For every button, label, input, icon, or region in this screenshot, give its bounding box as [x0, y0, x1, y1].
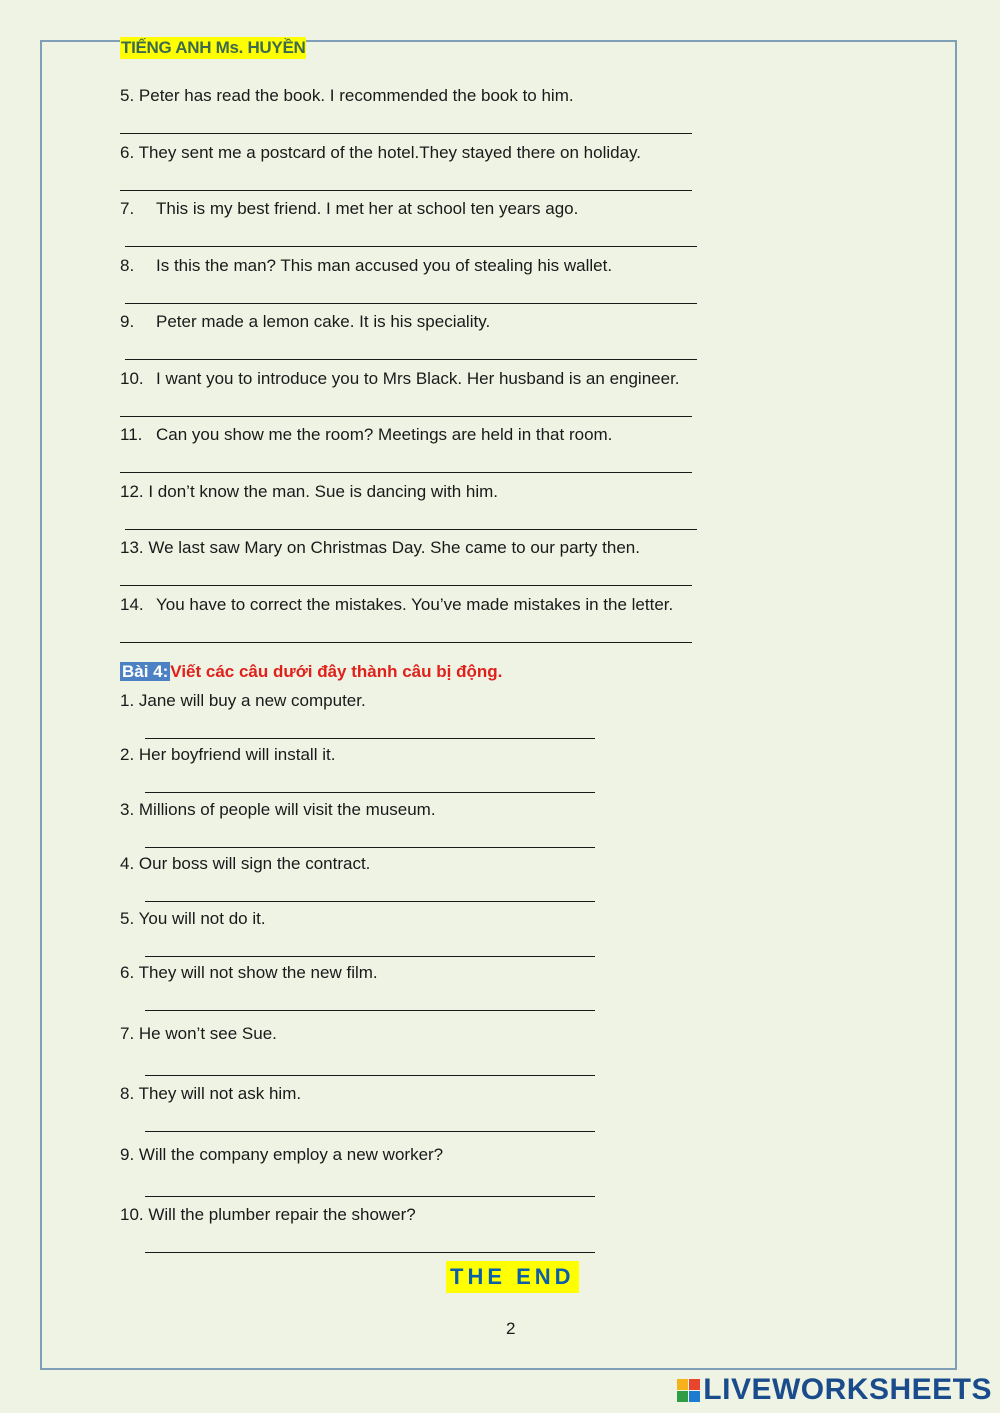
question-5: 5. Peter has read the book. I recommended the book to him.	[120, 86, 574, 105]
passive-question-5: 5. You will not do it.	[120, 909, 266, 928]
question-12: 12. I don’t know the man. Sue is dancing with him.	[120, 482, 498, 501]
answer-line-14[interactable]	[120, 642, 692, 643]
question-9: 9. Peter made a lemon cake. It is his speciality.	[120, 312, 491, 331]
answer-line-6[interactable]	[120, 190, 692, 191]
passive-question-7: 7. He won’t see Sue.	[120, 1024, 277, 1043]
question-7: 7. This is my best friend. I met her at school ten years ago.	[120, 199, 579, 218]
passive-answer-line-5[interactable]	[145, 956, 595, 957]
liveworksheets-icon	[677, 1379, 700, 1402]
answer-line-5[interactable]	[120, 133, 692, 134]
passive-question-10: 10. Will the plumber repair the shower?	[120, 1205, 416, 1224]
passive-question-4: 4. Our boss will sign the contract.	[120, 854, 371, 873]
brand-text: LIVEWORKSHEETS	[703, 1373, 992, 1406]
question-10: 10. I want you to introduce you to Mrs Black. Her husband is an engineer.	[120, 369, 680, 388]
answer-line-8[interactable]	[125, 303, 697, 304]
page-number: 2	[506, 1319, 516, 1338]
passive-answer-line-10[interactable]	[145, 1252, 595, 1253]
answer-line-9[interactable]	[125, 359, 697, 360]
section-4-instruction: Viết các câu dưới đây thành câu bị động.	[170, 662, 503, 681]
passive-answer-line-7[interactable]	[145, 1075, 595, 1076]
passive-answer-line-9[interactable]	[145, 1196, 595, 1197]
question-11: 11. Can you show me the room? Meetings are held in that room.	[120, 425, 613, 444]
passive-question-3: 3. Millions of people will visit the museum.	[120, 800, 436, 819]
passive-answer-line-2[interactable]	[145, 792, 595, 793]
passive-question-1: 1. Jane will buy a new computer.	[120, 691, 366, 710]
answer-line-11[interactable]	[120, 472, 692, 473]
passive-answer-line-4[interactable]	[145, 901, 595, 902]
question-14: 14. You have to correct the mistakes. You’ve made mistakes in the letter.	[120, 595, 674, 614]
section-4-label: Bài 4:	[122, 662, 169, 681]
brand-logo[interactable]	[677, 1373, 992, 1407]
passive-answer-line-8[interactable]	[145, 1131, 595, 1132]
question-8: 8. Is this the man? This man accused you of stealing his wallet.	[120, 256, 613, 275]
question-6: 6. They sent me a postcard of the hotel.They stayed there on holiday.	[120, 143, 642, 162]
passive-question-6: 6. They will not show the new film.	[120, 963, 378, 982]
page-header: TIẾNG ANH Ms. HUYỀN	[121, 38, 306, 57]
passive-answer-line-6[interactable]	[145, 1010, 595, 1011]
answer-line-13[interactable]	[120, 585, 692, 586]
answer-line-7[interactable]	[125, 246, 697, 247]
answer-line-12[interactable]	[125, 529, 697, 530]
passive-question-2: 2. Her boyfriend will install it.	[120, 745, 336, 764]
passive-question-8: 8. They will not ask him.	[120, 1084, 302, 1103]
passive-answer-line-1[interactable]	[145, 738, 595, 739]
answer-line-10[interactable]	[120, 416, 692, 417]
section-4-heading	[120, 661, 502, 683]
question-13: 13. We last saw Mary on Christmas Day. She came to our party then.	[120, 538, 640, 557]
the-end-banner: THE END	[446, 1261, 579, 1293]
passive-answer-line-3[interactable]	[145, 847, 595, 848]
passive-question-9: 9. Will the company employ a new worker?	[120, 1145, 444, 1164]
